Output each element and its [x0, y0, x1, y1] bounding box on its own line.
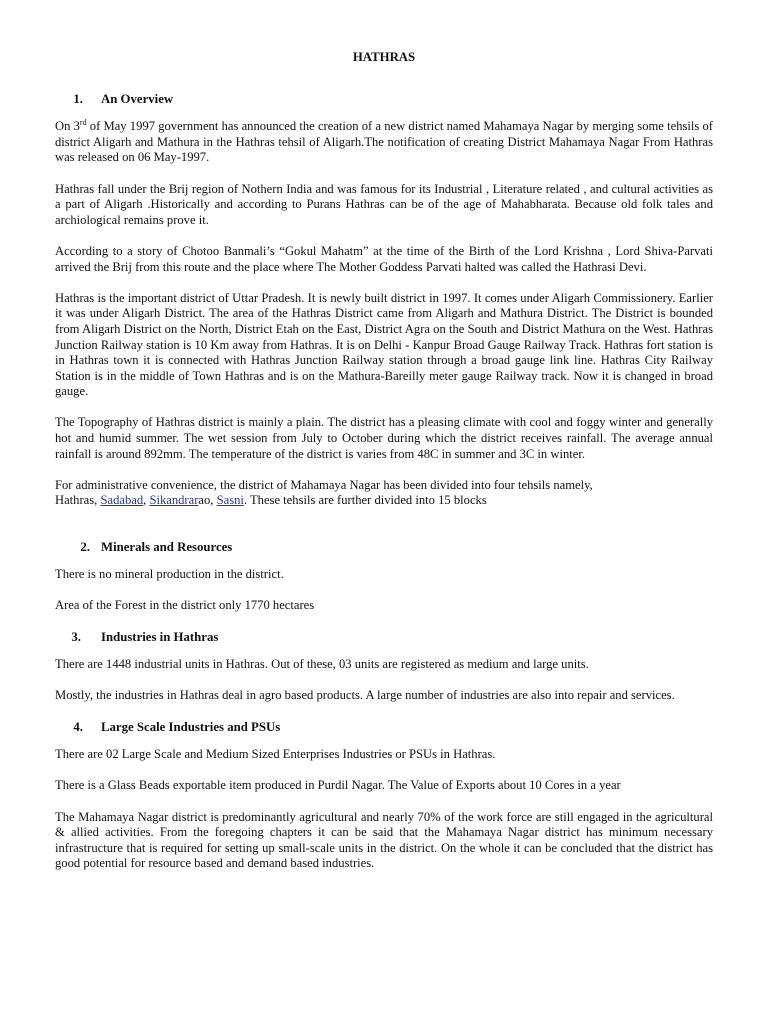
industries-paragraph-1: There are 1448 industrial units in Hathras. Out of these, 03 units are registered as medium and large units.	[55, 657, 589, 672]
section-number: 3.	[71, 629, 81, 644]
large-scale-paragraph-2: There is a Glass Beads exportable item produced in Purdil Nagar. The Value of Exports about 10 Cores in a year	[55, 778, 621, 793]
document-page	[55, 50, 713, 888]
text-run: For administrative convenience, the district of Mahamaya Nagar has been divided into four tehsils namely,	[55, 477, 593, 492]
section-title: Large Scale Industries and PSUs	[101, 719, 281, 734]
section-title: Minerals and Resources	[101, 539, 233, 554]
section-number: 2.	[80, 539, 90, 554]
spacer	[55, 525, 713, 540]
industries-paragraph-2: Mostly, the industries in Hathras deal in agro based products. A large number of industries are also into repair and services.	[55, 688, 675, 703]
text-run: ,	[143, 493, 150, 508]
large-scale-paragraph-1: There are 02 Large Scale and Medium Sized Enterprises Industries or PSUs in Hathras.	[55, 747, 496, 762]
large-scale-paragraph-3: The Mahamaya Nagar district is predominantly agricultural and nearly 70% of the work force are still engaged in the agricultural & allied activities. From the foregoing chapters it can be said that the Mahamaya Nagar district has minimum necessary infrastructure that is required for setting up small-scale units in the district. On the whole it can be concluded that the district has good potential for resource based and demand based industries.	[55, 809, 713, 871]
text-run: Hathras,	[55, 493, 101, 508]
minerals-paragraph-1: There is no mineral production in the district.	[55, 567, 284, 582]
link-sikandrarao[interactable]: Sikandrar	[149, 493, 199, 508]
section-heading-large-scale	[55, 720, 713, 736]
text-run: . These tehsils are further divided into 15 blocks	[243, 493, 487, 508]
section-heading-minerals	[55, 540, 713, 556]
section-title: An Overview	[101, 91, 174, 106]
link-sadabad[interactable]: Sadabad	[100, 493, 144, 508]
section-heading-industries	[55, 630, 713, 646]
text-run: of May 1997 government has announced the creation of a new district named Mahamaya Nagar by merging some tehsils of district Aligarh and Mathura in the Hathras tehsil of Aligarh.The notification of creating District Mahamaya Nagar From Hathras was released on 06 May-1997.	[55, 119, 713, 165]
section-title: Industries in Hathras	[101, 629, 219, 644]
overview-paragraph-3: According to a story of Chotoo Banmali’s “Gokul Mahatm” at the time of the Birth of the Lord Krishna , Lord Shiva-Parvati arrived the Brij from this route and the place where The Mother Goddess Parvati halted was called the Hathrasi Devi.	[55, 243, 713, 274]
overview-paragraph-4: Hathras is the important district of Uttar Pradesh. It is newly built district in 1997. It comes under Aligarh Commissionery. Earlier it was under Aligarh District. The area of the Hathras District came from Aligarh and Mathura District. The District is bounded from Aligarh District on the North, District Etah on the East, District Agra on the South and District Mathura on the West. Hathras Junction Railway station is 10 Km away from Hathras. It is on Delhi - Kanpur Broad Gauge Railway Track. Hathras fort station is in Hathras town it is connected with Hathras Junction Railway station through a broad gauge link line. Hathras City Railway Station is in the middle of Town Hathras and is on the Mathura-Bareilly meter gauge Railway track. Now it is changed in broad gauge.	[55, 290, 713, 399]
text-run: ao,	[198, 493, 217, 508]
overview-paragraph-1	[55, 119, 713, 166]
document-title: HATHRAS	[352, 50, 416, 64]
section-heading-overview	[55, 92, 713, 108]
link-sasni[interactable]: Sasni	[216, 493, 244, 508]
overview-paragraph-2: Hathras fall under the Brij region of Nothern India and was famous for its Industrial , Literature related , and cultural activities as a part of Aligarh .Historically and according to Purans Hathras can be of the age of Mahabharata. Because old folk tales and archiological remains prove it.	[55, 181, 713, 227]
section-number: 4.	[73, 719, 83, 734]
minerals-paragraph-2: Area of the Forest in the district only 1770 hectares	[55, 598, 315, 613]
text-run: On 3	[55, 119, 80, 134]
section-number: 1.	[73, 91, 83, 106]
overview-paragraph-5: The Topography of Hathras district is mainly a plain. The district has a pleasing climate with cool and foggy winter and generally hot and humid summer. The wet session from July to October during which the district receives rainfall. The average annual rainfall is around 892mm. The temperature of the district is varies from 48C in summer and 3C in winter.	[55, 415, 713, 461]
overview-paragraph-6	[55, 478, 713, 509]
ordinal-superscript: rd	[79, 118, 87, 127]
